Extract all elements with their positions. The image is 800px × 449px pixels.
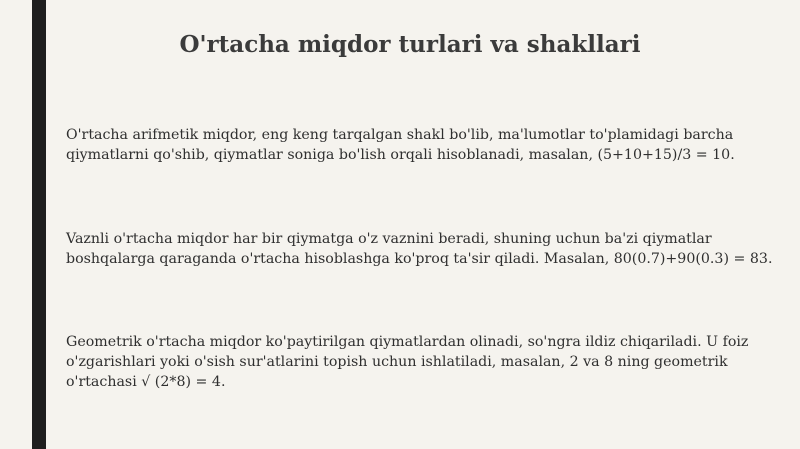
paragraph-arithmetic-mean (66, 125, 771, 165)
paragraph-line: O'rtacha arifmetik miqdor, eng keng tarqalgan shakl bo'lib, ma'lumotlar to'plamidagi barcha (66, 127, 734, 143)
paragraph-weighted-mean (66, 229, 771, 269)
slide-title: O'rtacha miqdor turlari va shakllari (179, 31, 641, 58)
paragraph-line: Vaznli o'rtacha miqdor har bir qiymatga o'z vaznini beradi, shuning uchun ba'zi qiymatlar (66, 231, 712, 247)
paragraph-line: boshqalarga qaraganda o'rtacha hisoblashga ko'proq ta'sir qiladi. Masalan, 80(0.7)+90(0.3) = 83. (66, 251, 773, 267)
left-accent-bar (32, 0, 46, 449)
paragraph-geometric-mean (66, 332, 771, 392)
paragraph-line: Geometrik o'rtacha miqdor ko'paytirilgan qiymatlardan olinadi, so'ngra ildiz chiqariladi. U foiz (66, 334, 749, 350)
paragraph-line: o'zgarishlari yoki o'sish sur'atlarini topish uchun ishlatiladi, masalan, 2 va 8 ning geometrik (66, 354, 728, 370)
paragraph-line: qiymatlarni qo'shib, qiymatlar soniga bo'lish orqali hisoblanadi, masalan, (5+10+15)/3 = 10. (66, 147, 735, 163)
paragraph-line: o'rtachasi √ (2*8) = 4. (66, 374, 226, 390)
